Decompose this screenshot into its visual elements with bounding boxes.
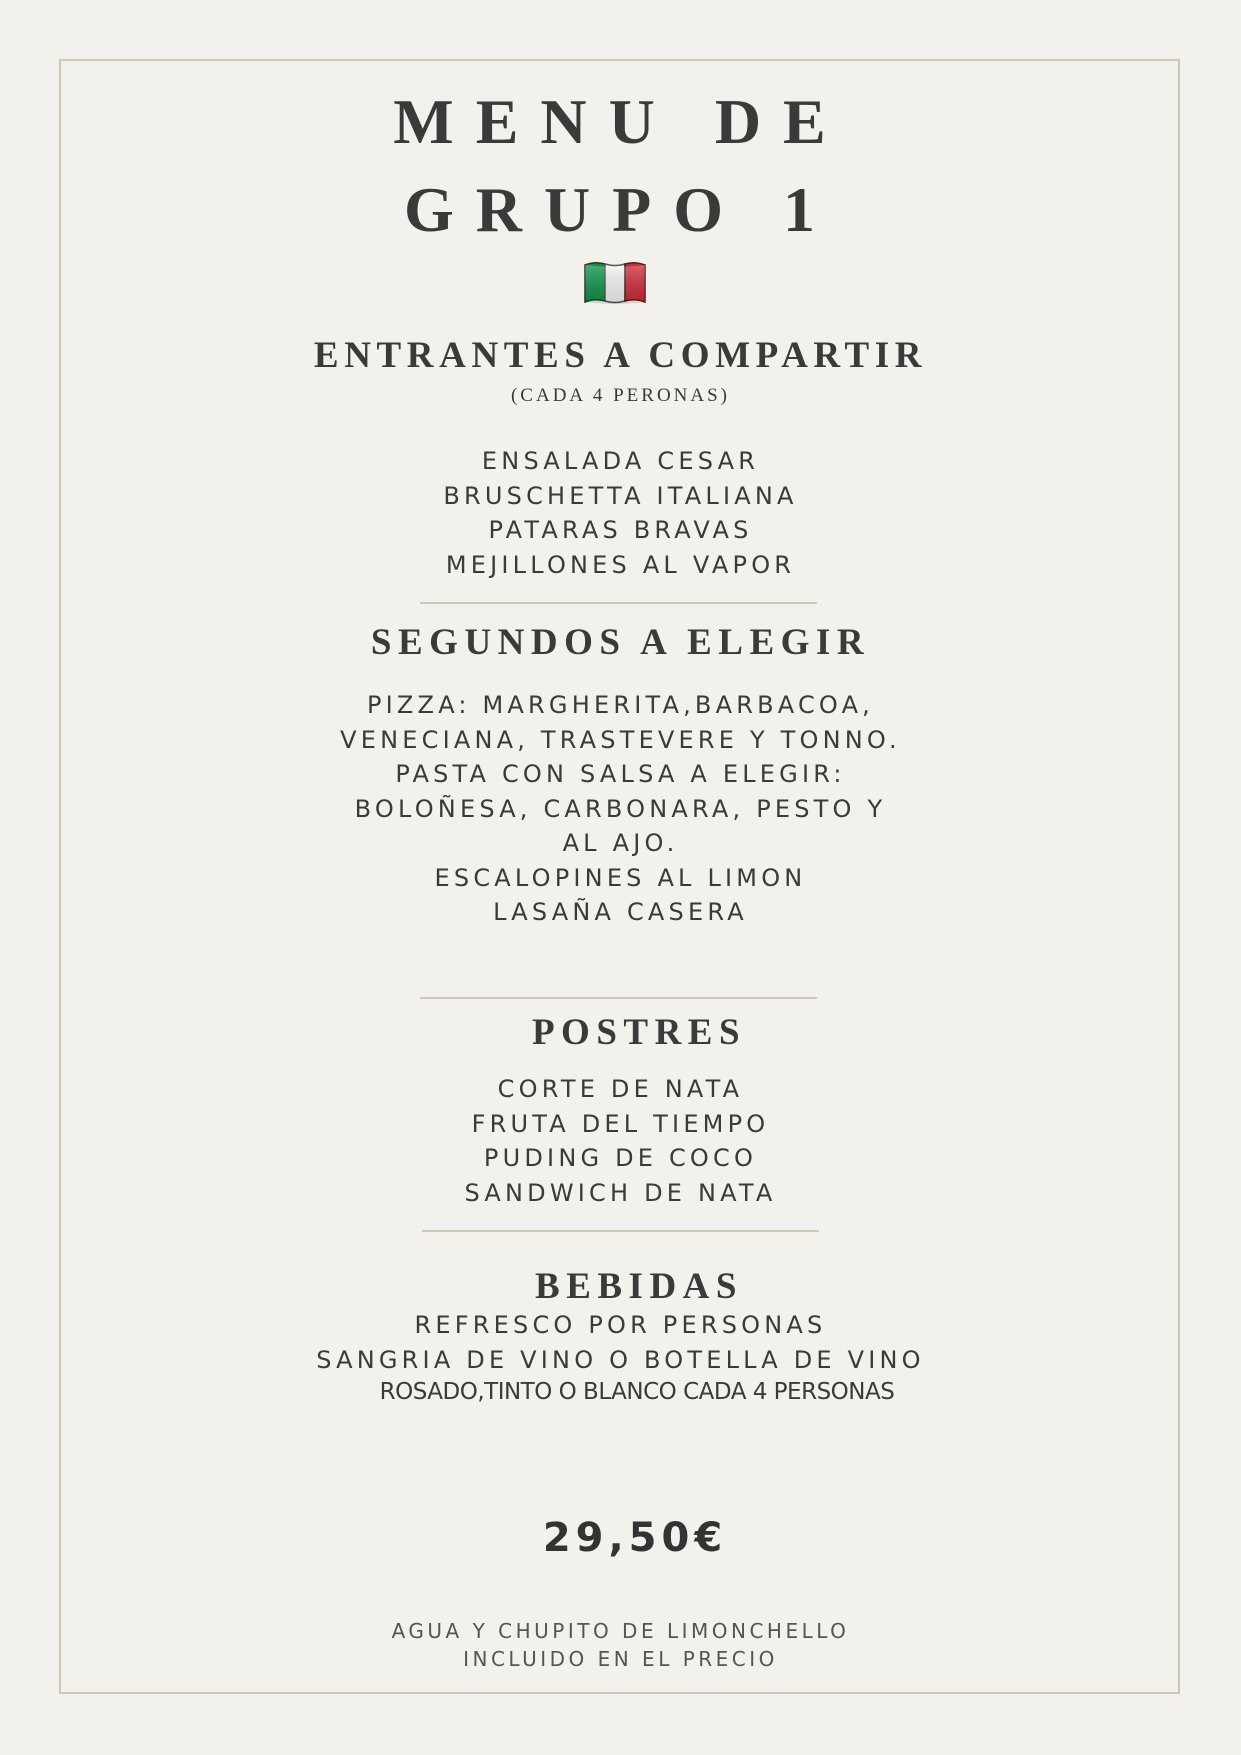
list-item: BRUSCHETTA ITALIANA [443, 481, 798, 510]
list-item: PIZZA: MARGHERITA,BARBACOA, [366, 691, 875, 719]
list-item: PATARAS BRAVAS [488, 516, 753, 544]
list-item: ENSALADA CESAR [481, 447, 760, 475]
list-item: SANGRIA DE VINO O BOTELLA DE VINO [316, 1345, 925, 1374]
list-item: PUDING DE COCO [483, 1144, 758, 1172]
starters-note: (CADA 4 PERONAS) [510, 385, 731, 406]
desserts-heading: POSTRES [531, 1012, 747, 1053]
list-item: MEJILLONES AL VAPOR [445, 550, 796, 579]
footer-line: INCLUIDO EN EL PRECIO [463, 1647, 778, 1671]
menu-title-line-2: GRUPO 1 [403, 174, 838, 245]
list-item: FRUTA DEL TIEMPO [471, 1109, 770, 1138]
section-divider [422, 1230, 819, 1232]
list-item: LASAÑA CASERA [493, 898, 748, 926]
list-item: CORTE DE NATA [497, 1075, 744, 1103]
list-item: AL AJO. [562, 829, 679, 857]
section-divider [420, 602, 817, 604]
drinks-note: ROSADO,TINTO O BLANCO CADA 4 PERSONAS [379, 1379, 895, 1405]
list-item: SANDWICH DE NATA [464, 1178, 777, 1207]
list-item: ESCALOPINES AL LIMON [434, 863, 807, 892]
list-item: BOLOÑESA, CARBONARA, PESTO Y [354, 794, 887, 823]
menu-price: 29,50€ [542, 1515, 728, 1561]
section-divider [420, 997, 817, 999]
drinks-list [0, 1308, 1241, 1377]
italian-flag-icon [583, 259, 647, 307]
footer-note [0, 1617, 1241, 1673]
starters-list [0, 444, 1241, 582]
list-item: PASTA CON SALSA A ELEGIR: [395, 760, 846, 788]
mains-heading: SEGUNDOS A ELEGIR [370, 622, 871, 663]
list-item: VENECIANA, TRASTEVERE Y TONNO. [340, 725, 901, 754]
menu-title-line-1: MENU DE [393, 86, 848, 157]
footer-line: AGUA Y CHUPITO DE LIMONCHELLO [391, 1619, 850, 1643]
drinks-heading: BEBIDAS [535, 1266, 743, 1307]
desserts-list [0, 1072, 1241, 1210]
starters-heading: ENTRANTES A COMPARTIR [313, 335, 928, 376]
mains-list [0, 688, 1241, 930]
list-item: REFRESCO POR PERSONAS [414, 1311, 827, 1339]
